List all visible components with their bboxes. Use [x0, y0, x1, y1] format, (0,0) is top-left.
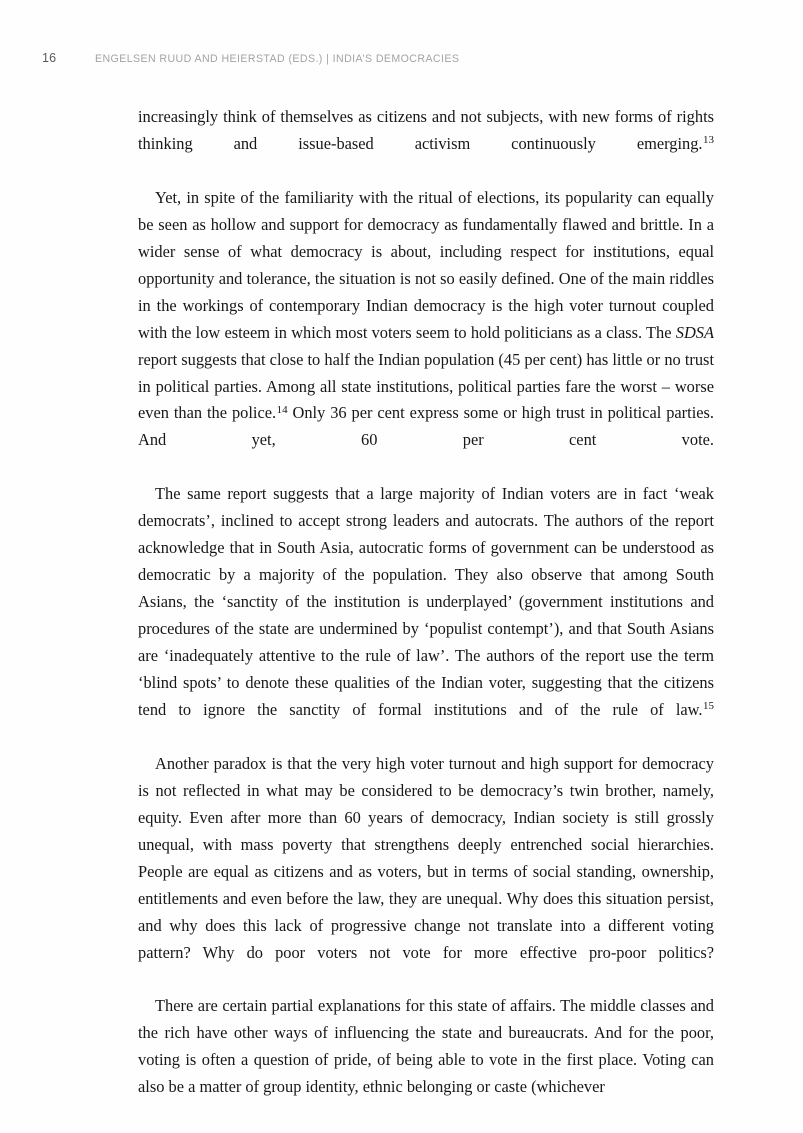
footnote-marker-14: 14: [276, 403, 288, 416]
footnote-marker-13: 13: [703, 134, 714, 147]
paragraph-5: [138, 993, 714, 1101]
paragraph-2-text-c: Only 36 per cent express some or high trust in political parties. And yet, 60 per cent vote.: [138, 403, 714, 450]
paragraph-2: [138, 185, 714, 481]
paragraph-1: [138, 104, 714, 185]
paragraph-5-text: There are certain partial explanations for this state of affairs. The middle classes and the rich have other ways of influencing the state and bureaucrats. And for the poor, voting is often a question of pride, of being able to vote in the first place. Voting can also be a matter of group identity, ethnic belonging or caste (whichever: [138, 996, 714, 1097]
running-title: ENGELSEN RUUD AND HEIERSTAD (EDS.) | INDIA’S DEMOCRACIES: [95, 53, 460, 65]
paragraph-2-text-b: report suggests that close to half the Indian population (45 per cent) has little or no trust in political parties. Among all state institutions, political parties fare the worst – worse even than the police.: [138, 349, 714, 423]
body-text-column: [138, 104, 714, 1101]
paragraph-4: [138, 751, 714, 994]
paragraph-2-text-a: Yet, in spite of the familiarity with the ritual of elections, its popularity can equally be seen as hollow and support for democracy as fundamentally flawed and brittle. In a wider sense of what democracy is about, including respect for institutions, equal opportunity and tolerance, the situation is not so easily defined. One of the main riddles in the workings of contemporary Indian democracy is the high voter turnout coupled with the low esteem in which most voters seem to hold politicians as a class. The: [138, 187, 714, 342]
paragraph-4-text: Another paradox is that the very high voter turnout and high support for democracy is not reflected in what may be considered to be democracy’s twin brother, namely, equity. Even after more than 60 years of democracy, Indian society is still grossly unequal, with mass poverty that strengthens deeply entrenched social hierarchies. People are equal as citizens and as voters, but in terms of social standing, ownership, entitlements and even before the law, they are unequal. Why does this situation persist, and why does this lack of progressive change not translate into a different voting pattern? Why do poor voters not vote for more effective pro-poor politics?: [138, 753, 714, 962]
report-title-sdsa: SDSA: [675, 322, 714, 342]
running-header: [42, 51, 761, 69]
paragraph-3-text: The same report suggests that a large majority of Indian voters are in fact ‘weak democrats’, inclined to accept strong leaders and autocrats. The authors of the report acknowledge that in South Asia, autocratic forms of government can be understood as democratic by a majority of the population. They also observe that among South Asians, the ‘sanctity of the institution is underplayed’ (government institutions and procedures of the state are undermined by ‘populist contempt’), and that South Asians are ‘inadequately attentive to the rule of law’. The authors of the report use the term ‘blind spots’ to denote these qualities of the Indian voter, suggesting that the citizens tend to ignore the sanctity of formal institutions and of the rule of law.: [138, 484, 714, 719]
paragraph-3: [138, 481, 714, 751]
paragraph-1-text: increasingly think of themselves as citizens and not subjects, with new forms of rights thinking and issue-based activism continuously emerging.: [138, 107, 714, 153]
footnote-marker-15: 15: [703, 700, 714, 713]
page-number: 16: [42, 51, 57, 65]
